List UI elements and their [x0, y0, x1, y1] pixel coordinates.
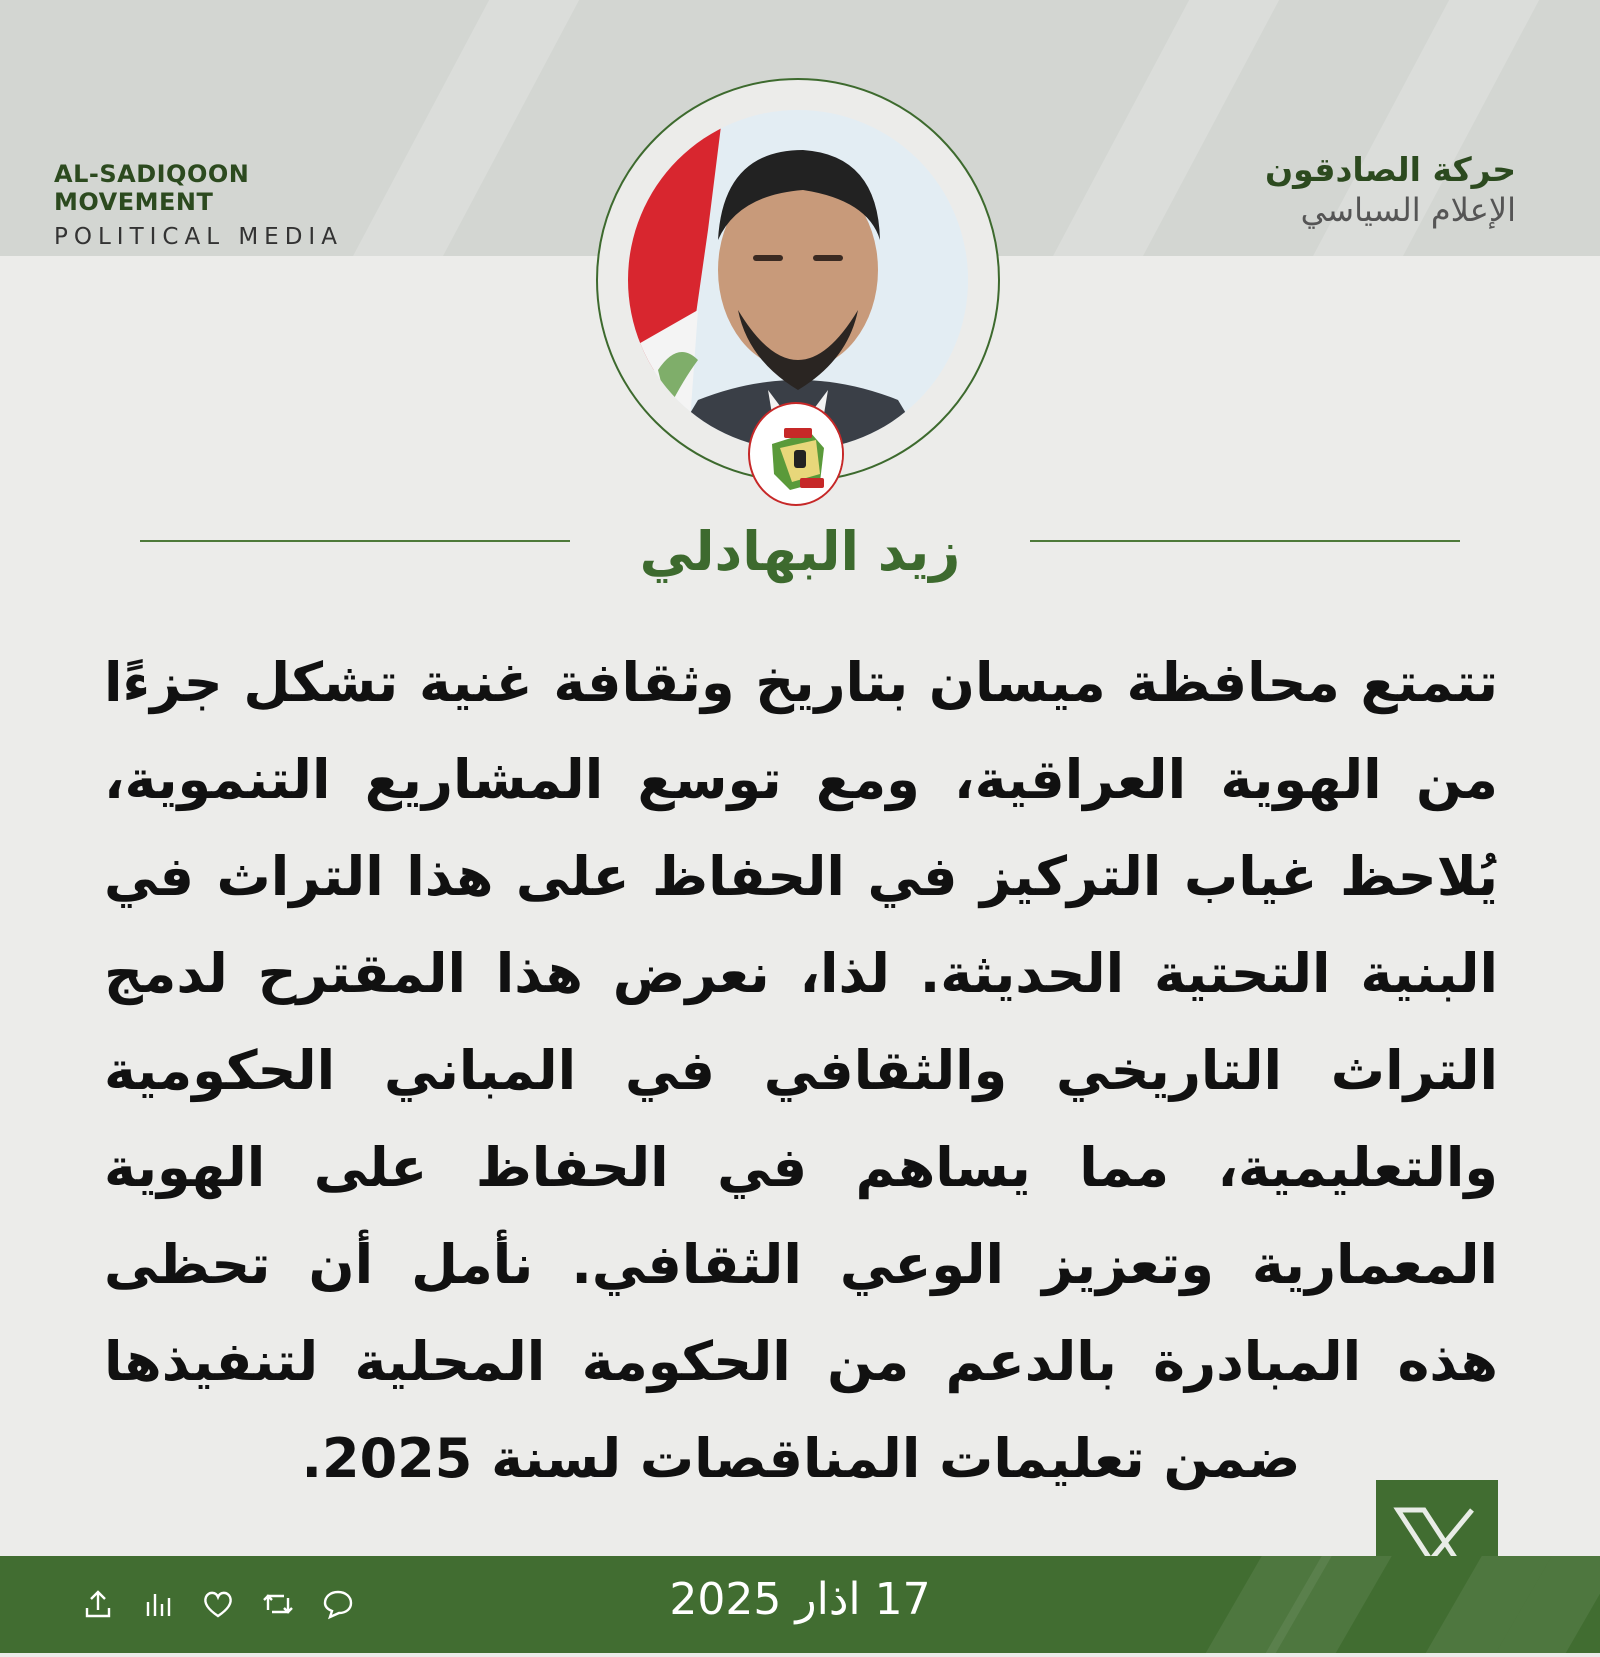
action-bar — [80, 1586, 356, 1622]
retweet-icon[interactable] — [260, 1586, 296, 1622]
brand-english — [54, 160, 374, 250]
brand-name-en: AL-SADIQOON MOVEMENT — [54, 160, 250, 216]
brand-tagline-en: POLITICAL MEDIA — [54, 224, 343, 250]
reply-icon[interactable] — [320, 1586, 356, 1622]
brand-arabic — [1265, 150, 1516, 229]
person-name: زيد البهادلي — [639, 520, 961, 583]
analytics-icon[interactable] — [140, 1586, 176, 1622]
brand-tagline-ar: الإعلام السياسي — [1300, 191, 1516, 229]
avatar — [628, 110, 968, 450]
share-icon[interactable] — [80, 1586, 116, 1622]
post-date: 17 اذار 2025 — [669, 1574, 931, 1625]
movement-logo — [748, 402, 844, 506]
heart-icon[interactable] — [200, 1586, 236, 1622]
statement-text: تتمتع محافظة ميسان بتاريخ وثقافة غنية تشكل جزءًا من الهوية العراقية، ومع توسع المشاريع التنموية، يُلاحظ غياب التركيز في الحفاظ على هذا التراث في البنية التحتية الحديثة. لذا، نعرض هذا المقترح لدمج التراث التاريخي والثقافي في المباني الحكومية والتعليمية، مما يساهم في الحفاظ على الهوية المعمارية وتعزيز الوعي الثقافي. نأمل أن تحظى هذه المبادرة بالدعم من الحكومة المحلية لتنفيذها ضمن تعليمات المناقصات لسنة 2025. — [104, 651, 1498, 1490]
footer-bar — [0, 1556, 1600, 1653]
brand-name-ar: حركة الصادقون — [1264, 150, 1516, 189]
